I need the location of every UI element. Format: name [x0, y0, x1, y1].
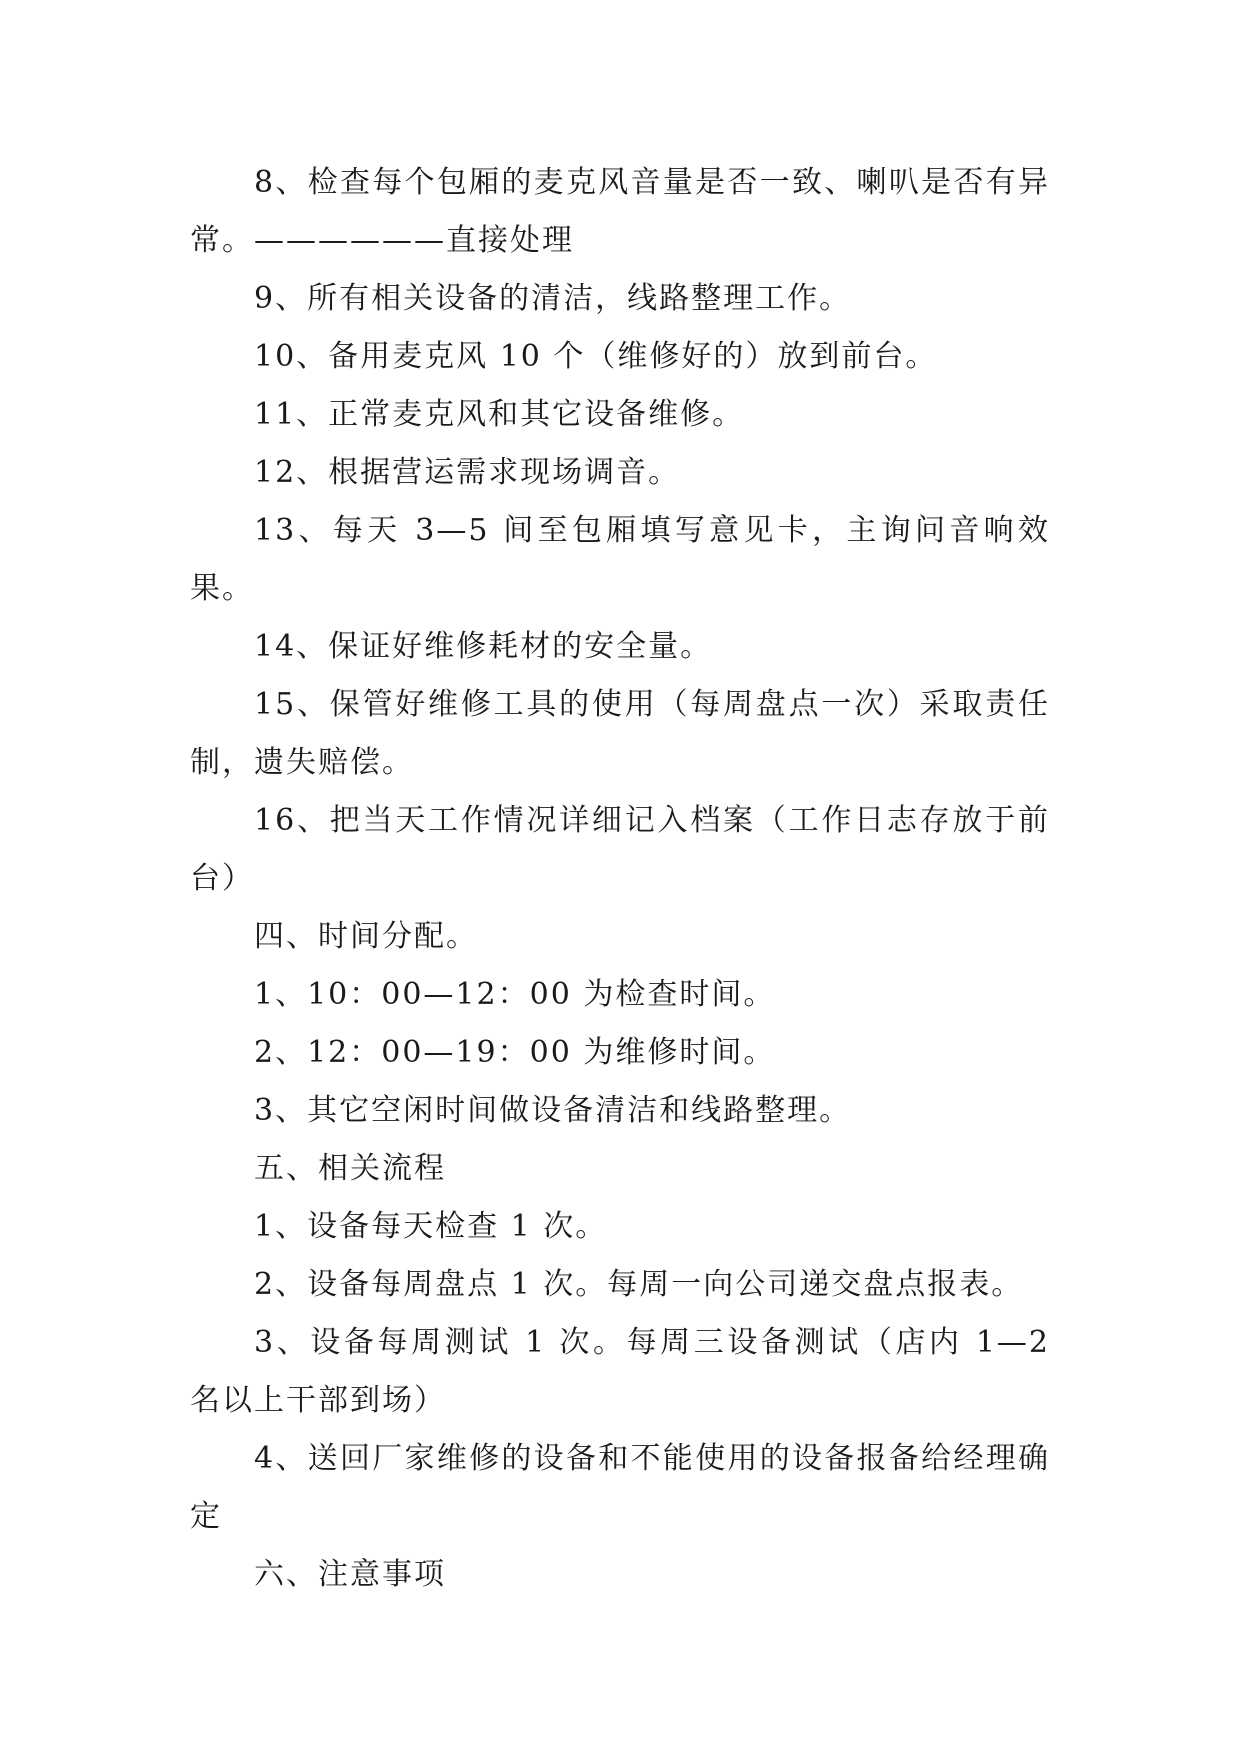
document-body [190, 154, 1050, 1604]
section-heading-related-process: 五、相关流程 [254, 1151, 446, 1186]
section-heading-notes: 六、注意事项 [254, 1557, 446, 1592]
paragraph-item-10: 10、备用麦克风 10 个（维修好的）放到前台。 [254, 339, 938, 374]
paragraph-item-9: 9、所有相关设备的清洁，线路整理工作。 [254, 281, 852, 316]
paragraph-item-12: 12、根据营运需求现场调音。 [254, 455, 681, 490]
time-item-1: 1、10：00—12：00 为检查时间。 [254, 977, 776, 1012]
paragraph-item-16: 16、把当天工作情况详细记入档案（工作日志存放于前台） [190, 803, 1050, 896]
time-item-3: 3、其它空闲时间做设备清洁和线路整理。 [254, 1093, 852, 1128]
process-item-3: 3、设备每周测试 1 次。每周三设备测试（店内 1—2 名以上干部到场） [190, 1325, 1050, 1418]
section-heading-time-allocation: 四、时间分配。 [254, 919, 478, 954]
process-item-2: 2、设备每周盘点 1 次。每周一向公司递交盘点报表。 [254, 1267, 1024, 1302]
paragraph-item-13: 13、每天 3—5 间至包厢填写意见卡，主询问音响效果。 [190, 513, 1050, 606]
paragraph-item-15: 15、保管好维修工具的使用（每周盘点一次）采取责任制，遗失赔偿。 [190, 687, 1050, 780]
process-item-4: 4、送回厂家维修的设备和不能使用的设备报备给经理确定 [190, 1441, 1050, 1534]
paragraph-item-8: 8、检查每个包厢的麦克风音量是否一致、喇叭是否有异常。——————直接处理 [190, 165, 1050, 258]
process-item-1: 1、设备每天检查 1 次。 [254, 1209, 608, 1244]
paragraph-item-14: 14、保证好维修耗材的安全量。 [254, 629, 713, 664]
paragraph-item-11: 11、正常麦克风和其它设备维修。 [254, 397, 745, 432]
time-item-2: 2、12：00—19：00 为维修时间。 [254, 1035, 776, 1070]
